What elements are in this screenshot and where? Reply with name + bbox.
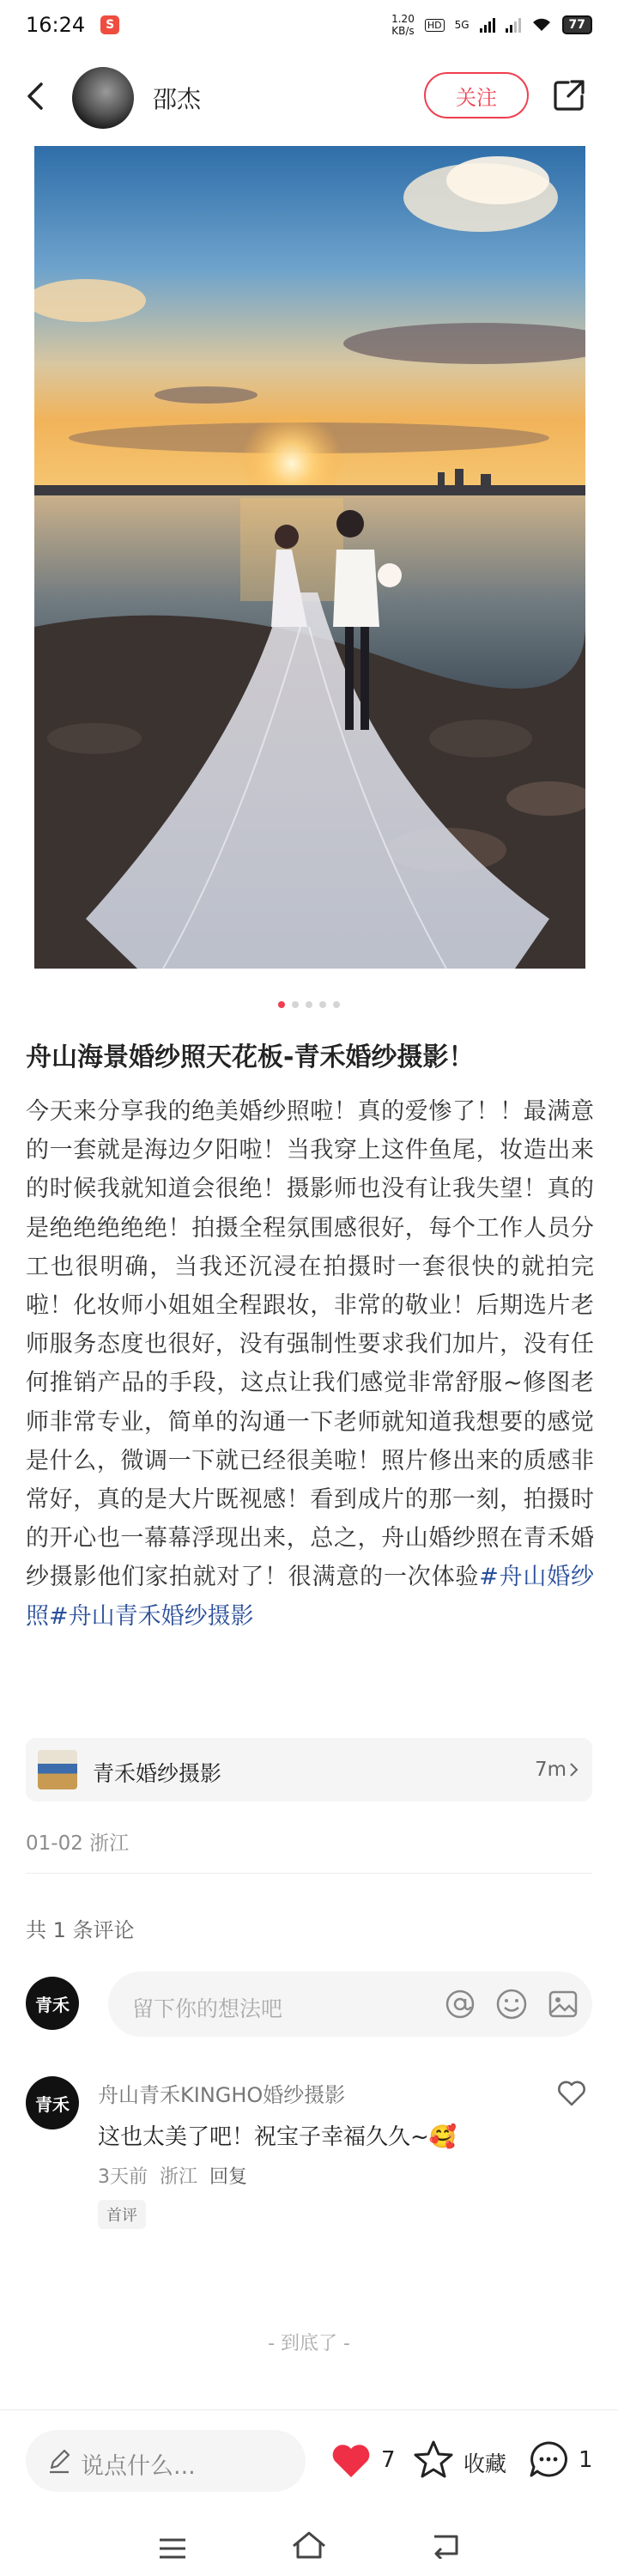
heart-outline-icon[interactable] bbox=[556, 2078, 587, 2107]
post-body bbox=[26, 1092, 594, 1636]
carousel-dot[interactable] bbox=[306, 1001, 312, 1008]
net-speed-unit: KB/s bbox=[391, 25, 415, 37]
net-speed bbox=[391, 13, 415, 37]
status-bar bbox=[0, 0, 618, 50]
comment-bubble-icon[interactable] bbox=[527, 2439, 570, 2480]
mention-icon[interactable] bbox=[443, 1987, 477, 2021]
carousel-dot[interactable] bbox=[278, 1001, 285, 1008]
comment-input-placeholder: 留下你的想法吧 bbox=[132, 1996, 283, 2021]
image-icon[interactable] bbox=[546, 1987, 580, 2021]
post-header bbox=[0, 57, 618, 136]
network-type: 5G bbox=[454, 19, 470, 31]
author-name[interactable]: 邵杰 bbox=[153, 85, 202, 113]
post-photo[interactable] bbox=[34, 146, 585, 969]
wifi-icon bbox=[531, 17, 552, 33]
comment-emoji: 🥰 bbox=[428, 2124, 457, 2150]
shop-thumbnail bbox=[38, 1750, 77, 1789]
comment-meta bbox=[98, 2162, 247, 2189]
post-body-text: 今天来分享我的绝美婚纱照啦！真的爱惨了！！最满意的一套就是海边夕阳啦！当我穿上这件鱼尾，妆造出来的时候我就知道会很绝！摄影师也没有让我失望！真的是绝绝绝绝绝！拍摄全程氛围感很好，每个工作人员分工也很明确，当我还沉浸在拍摄时一套很快的就拍完啦！化妆师小姐姐全程跟妆，非常的敬业！后期选片老师服务态度也很好，没有强制性要求我们加片，没有任何推销产品的手段，这点让我们感觉非常舒服~修图老师非常专业，简单的沟通一下老师就知道我想要的感觉是什么，微调一下就已经很美啦！照片修出来的质感非常好，真的是大片既视感！看到成片的那一刻，拍摄时的开心也一幕幕浮现出来，总之，舟山婚纱照在青禾婚纱摄影他们家拍就对了！很满意的一次体验 bbox=[26, 1098, 594, 1591]
comment-text bbox=[98, 2119, 457, 2151]
signal-icon bbox=[480, 17, 495, 33]
shop-name: 青禾婚纱摄影 bbox=[93, 1761, 222, 1786]
status-time: 16:24 bbox=[26, 13, 86, 37]
reply-button[interactable]: 回复 bbox=[209, 2166, 248, 2188]
say-something-placeholder: 说点什么... bbox=[81, 2453, 196, 2480]
bottom-bar-divider bbox=[0, 2409, 618, 2410]
my-avatar[interactable]: 青禾 bbox=[26, 1977, 79, 2030]
emoji-icon[interactable] bbox=[494, 1987, 529, 2021]
follow-button[interactable]: 关注 bbox=[424, 72, 529, 118]
hd-indicator: HD bbox=[425, 19, 445, 32]
carousel-dot[interactable] bbox=[319, 1001, 326, 1008]
comment-count-label: 共 1 条评论 bbox=[26, 1918, 135, 1942]
comment-location: 浙江 bbox=[160, 2166, 198, 2188]
commenter-avatar[interactable]: 青禾 bbox=[26, 2076, 79, 2129]
like-count: 7 bbox=[381, 2447, 396, 2473]
star-icon[interactable] bbox=[412, 2439, 455, 2480]
comment-time: 3天前 bbox=[98, 2166, 148, 2188]
battery-indicator: 77 bbox=[562, 15, 592, 34]
shop-distance: 7m bbox=[534, 1759, 566, 1781]
favorite-label[interactable]: 收藏 bbox=[464, 2451, 507, 2476]
wedding-photo-image bbox=[34, 146, 585, 969]
end-of-list-label: - 到底了 - bbox=[268, 2333, 350, 2354]
carousel-dot[interactable] bbox=[292, 1001, 299, 1008]
carousel-dot[interactable] bbox=[333, 1001, 340, 1008]
say-something-input[interactable] bbox=[26, 2430, 306, 2492]
author-avatar[interactable] bbox=[72, 67, 134, 129]
system-back-icon[interactable] bbox=[431, 2531, 462, 2559]
signal-icon-2 bbox=[506, 17, 521, 33]
pen-icon bbox=[46, 2447, 72, 2475]
heart-filled-icon[interactable] bbox=[330, 2440, 373, 2480]
share-icon[interactable] bbox=[551, 77, 587, 113]
net-speed-value: 1.20 bbox=[391, 13, 415, 25]
comment-author[interactable]: 舟山青禾KINGHO婚纱摄影 bbox=[98, 2083, 346, 2107]
post-title: 舟山海景婚纱照天花板-青禾婚纱摄影！ bbox=[26, 1042, 475, 1072]
first-comment-badge: 首评 bbox=[98, 2200, 146, 2229]
post-tag[interactable]: #舟山青禾婚纱摄影 bbox=[49, 1602, 254, 1630]
shop-card[interactable] bbox=[26, 1738, 592, 1801]
menu-icon[interactable] bbox=[158, 2537, 187, 2560]
divider bbox=[26, 1873, 592, 1874]
comment-count: 1 bbox=[579, 2447, 593, 2473]
home-icon[interactable] bbox=[290, 2529, 328, 2560]
chevron-right-icon bbox=[568, 1762, 580, 1777]
app-notification-icon: S bbox=[100, 15, 119, 34]
post-date-location: 01-02 浙江 bbox=[26, 1832, 130, 1855]
carousel-indicator bbox=[0, 1001, 618, 1008]
post-tag[interactable]: #舟山婚纱照 bbox=[26, 1564, 595, 1630]
comment-body: 这也太美了吧！祝宝子幸福久久~ bbox=[98, 2124, 429, 2150]
back-arrow-icon[interactable] bbox=[19, 79, 53, 113]
comment-input[interactable] bbox=[108, 1971, 592, 2037]
